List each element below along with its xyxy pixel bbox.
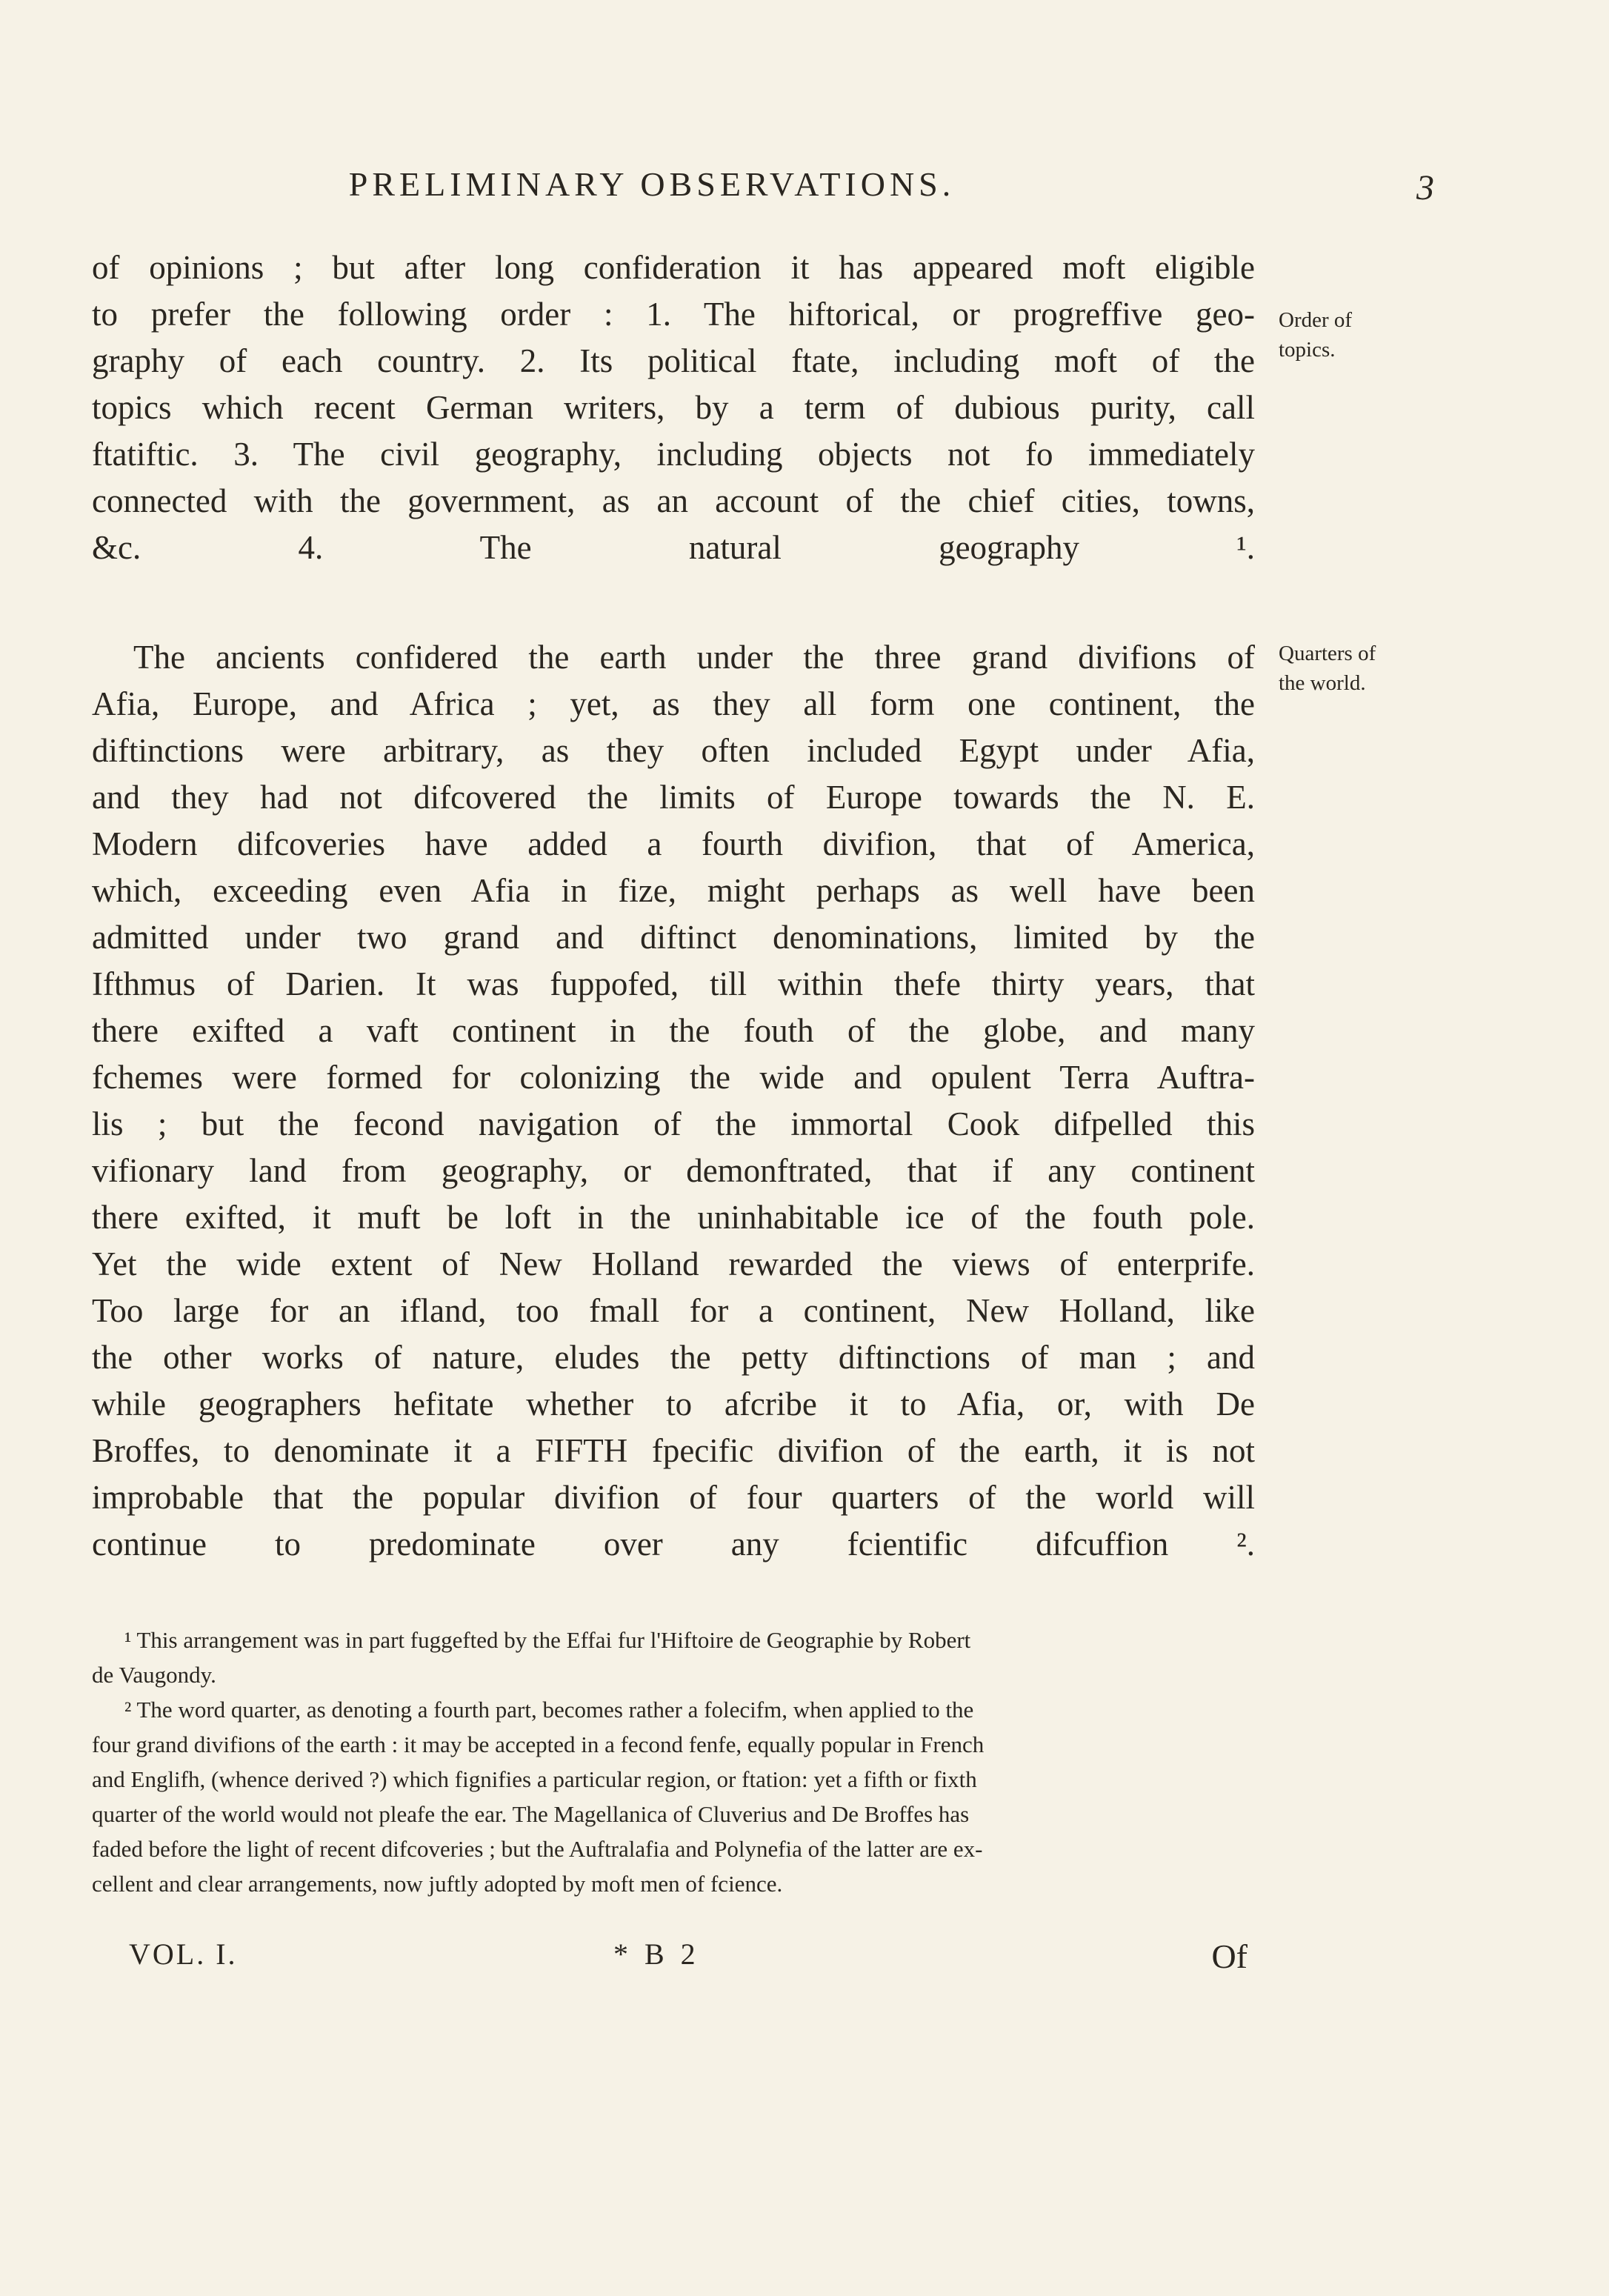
text-line: Too large for an ifland, too fmall for a continent, New Holland, like [92, 1292, 1255, 1329]
margin-note-order-of-topics [1279, 305, 1412, 365]
footnote-line: ² The word quarter, as denoting a fourth part, becomes rather a folecifm, when applied to the [124, 1697, 974, 1723]
text-line: Modern difcoveries have added a fourth divifion, that of America, [92, 825, 1255, 862]
signature-mark: * B 2 [613, 1937, 700, 1971]
text-line: Yet the wide extent of New Holland rewarded the views of enterprife. [92, 1245, 1255, 1282]
margin-note-line: topics. [1279, 338, 1336, 362]
footnote-line-last: de Vaugondy. [92, 1662, 216, 1688]
footnote-line: ¹ This arrangement was in part fuggefted by the Effai fur l'Hiftoire de Geographie by Robert [124, 1627, 971, 1653]
margin-note-line: the world. [1279, 671, 1366, 695]
text-line-last: &c. 4. The natural geography ¹. [92, 529, 1255, 566]
text-line: diftinctions were arbitrary, as they often included Egypt under Afia, [92, 732, 1255, 769]
margin-note-line: Quarters of [1279, 642, 1376, 665]
footnote-line: quarter of the world would not pleafe the ear. The Magellanica of Cluverius and De Broffes has [92, 1801, 970, 1827]
text-line: to prefer the following order : 1. The hiftorical, or progreffive geo- [92, 296, 1255, 333]
text-line: and they had not difcovered the limits of Europe towards the N. E. [92, 779, 1255, 816]
text-line: fchemes were formed for colonizing the wide and opulent Terra Auftra- [92, 1059, 1255, 1096]
text-line-last: continue to predominate over any fcientific difcuffion ². [92, 1525, 1255, 1563]
margin-note-quarters-of-world [1279, 639, 1412, 698]
text-line: Ifthmus of Darien. It was fuppofed, till within thefe thirty years, that [92, 965, 1255, 1002]
text-line: of opinions ; but after long confideration it has appeared moft eligible [92, 249, 1255, 286]
footnotes [92, 1623, 1255, 1901]
running-title: PRELIMINARY OBSERVATIONS. [348, 165, 956, 203]
footnote-line: faded before the light of recent difcoveries ; but the Auftralafia and Polynefia of the latter are ex- [92, 1836, 983, 1862]
signature-line [129, 1937, 1247, 1981]
footnote-line: and Englifh, (whence derived ?) which fignifies a particular region, or ftation: yet a fifth or fixth [92, 1766, 977, 1792]
text-line: topics which recent German writers, by a term of dubious purity, call [92, 389, 1255, 426]
page-number: 3 [1416, 168, 1434, 207]
footnote-2 [92, 1692, 1255, 1901]
text-line: ftatiftic. 3. The civil geography, including objects not fo immediately [92, 436, 1255, 473]
text-line: admitted under two grand and diftinct denominations, limited by the [92, 919, 1255, 956]
text-line: vifionary land from geography, or demonftrated, that if any continent [92, 1152, 1255, 1189]
text-line: improbable that the popular divifion of four quarters of the world will [92, 1479, 1255, 1516]
text-line: The ancients confidered the earth under the three grand divifions of [133, 639, 1255, 676]
paragraph-quarters-of-world [92, 634, 1255, 1568]
text-line: Broffes, to denominate it a FIFTH fpecific divifion of the earth, it is not [92, 1432, 1255, 1469]
volume-label: VOL. I. [129, 1937, 238, 1971]
paragraph-order-of-topics [92, 244, 1255, 571]
footnote-line: four grand divifions of the earth : it may be accepted in a fecond fenfe, equally popular in French [92, 1731, 985, 1757]
text-line: lis ; but the fecond navigation of the immortal Cook difpelled this [92, 1105, 1255, 1142]
catchword: Of [1211, 1937, 1247, 1975]
text-line: Afia, Europe, and Africa ; yet, as they all form one continent, the [92, 685, 1255, 722]
text-line: there exifted a vaft continent in the fouth of the globe, and many [92, 1012, 1255, 1049]
text-line: while geographers hefitate whether to afcribe it to Afia, or, with De [92, 1385, 1255, 1422]
text-line: there exifted, it muft be loft in the uninhabitable ice of the fouth pole. [92, 1199, 1255, 1236]
text-line: graphy of each country. 2. Its political ftate, including moft of the [92, 342, 1255, 379]
margin-note-line: Order of [1279, 308, 1353, 332]
text-line: connected with the government, as an account of the chief cities, towns, [92, 482, 1255, 519]
footnote-1 [92, 1623, 1255, 1692]
text-line: the other works of nature, eludes the petty diftinctions of man ; and [92, 1339, 1255, 1376]
text-line: which, exceeding even Afia in fize, might perhaps as well have been [92, 872, 1255, 909]
footnote-line-last: cellent and clear arrangements, now juftly adopted by moft men of fcience. [92, 1871, 783, 1897]
